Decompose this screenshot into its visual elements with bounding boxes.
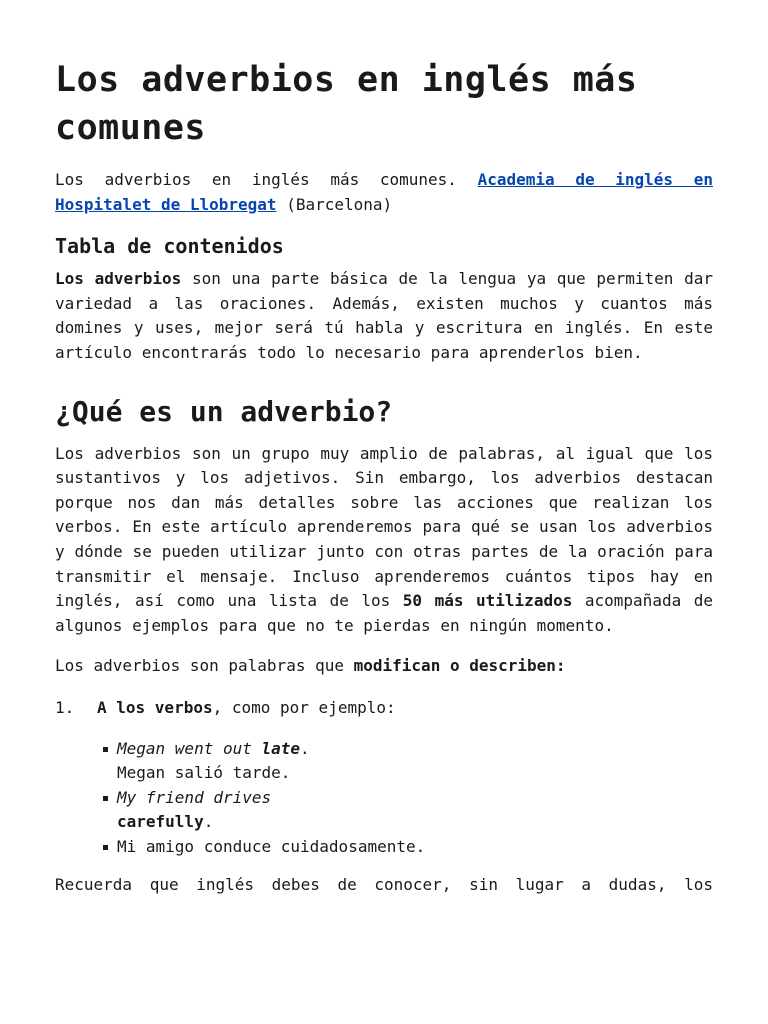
numbered-item [55,696,713,721]
square-bullet-icon [103,845,108,850]
document-page [55,0,713,898]
section-heading: ¿Qué es un adverbio? [55,394,393,428]
list-item: Megan went out late. Megan salió tarde. [103,737,537,786]
que-paragraph [55,442,713,639]
page-title: Los adverbios en inglés más comunes [55,60,638,148]
modifican-text: Los adverbios son palabras que [55,656,354,676]
example-list [55,737,713,860]
list-item [103,835,537,860]
modifican-paragraph [55,654,713,679]
que-bold: 50 más utilizados [402,591,573,611]
modifican-bold: modifican o describen: [353,656,566,676]
example-translation: Mi amigo conduce cuidadosamente. [117,836,426,856]
intro-location: (Barcelona) [276,194,393,214]
example-bold: carefully [117,812,204,832]
item-rest: , como por ejemplo: [212,697,396,717]
toc-heading: Tabla de contenidos [55,234,284,259]
adverbios-text: son una parte básica de la lengua ya que permiten dar variedad a las oraciones. Además, existen muchos y cuantos más domines y uses, mejor será tú habla y escritura en inglés. En este artículo encontrarás todo lo necesario para aprenderlos bien. [55,269,713,362]
intro-paragraph [55,168,713,217]
intro-text: Los adverbios en inglés más comunes. [55,170,478,189]
list-item: My friend drives carefully. [103,786,317,835]
example-english: My friend drives [117,787,272,807]
item-text [97,696,396,721]
square-bullet-icon [103,796,108,801]
item-number: 1. [55,697,75,717]
square-bullet-icon [103,747,108,752]
item-bold: A los verbos [97,697,213,717]
adverbios-paragraph [55,267,713,365]
recuerda-paragraph: Recuerda que inglés debes de conocer, sin lugar a dudas, los [55,875,713,895]
adverbios-bold: Los adverbios [55,269,182,289]
que-text-after: acompañada de algunos ejemplos para que no te pierdas en ningún momento. [55,591,714,635]
example-translation: Megan salió tarde. [117,763,291,783]
example-english: Megan went out late [117,738,301,758]
que-text-before: Los adverbios son un grupo muy amplio de palabras, al igual que los sustantivos y los adjetivos. Sin embargo, los adverbios destacan porque nos dan más detalles sobre las acciones que realizan los verbos. En este artículo aprenderemos para qué se usan los adverbios y dónde se pueden utilizar junto con otras partes de la oración para transmitir el mensaje. Incluso aprenderemos cuántos tipos hay en inglés, así como una lista de los [55,443,713,611]
academia-link[interactable]: Academia de inglés en Hospitalet de Llobregat [55,170,713,214]
